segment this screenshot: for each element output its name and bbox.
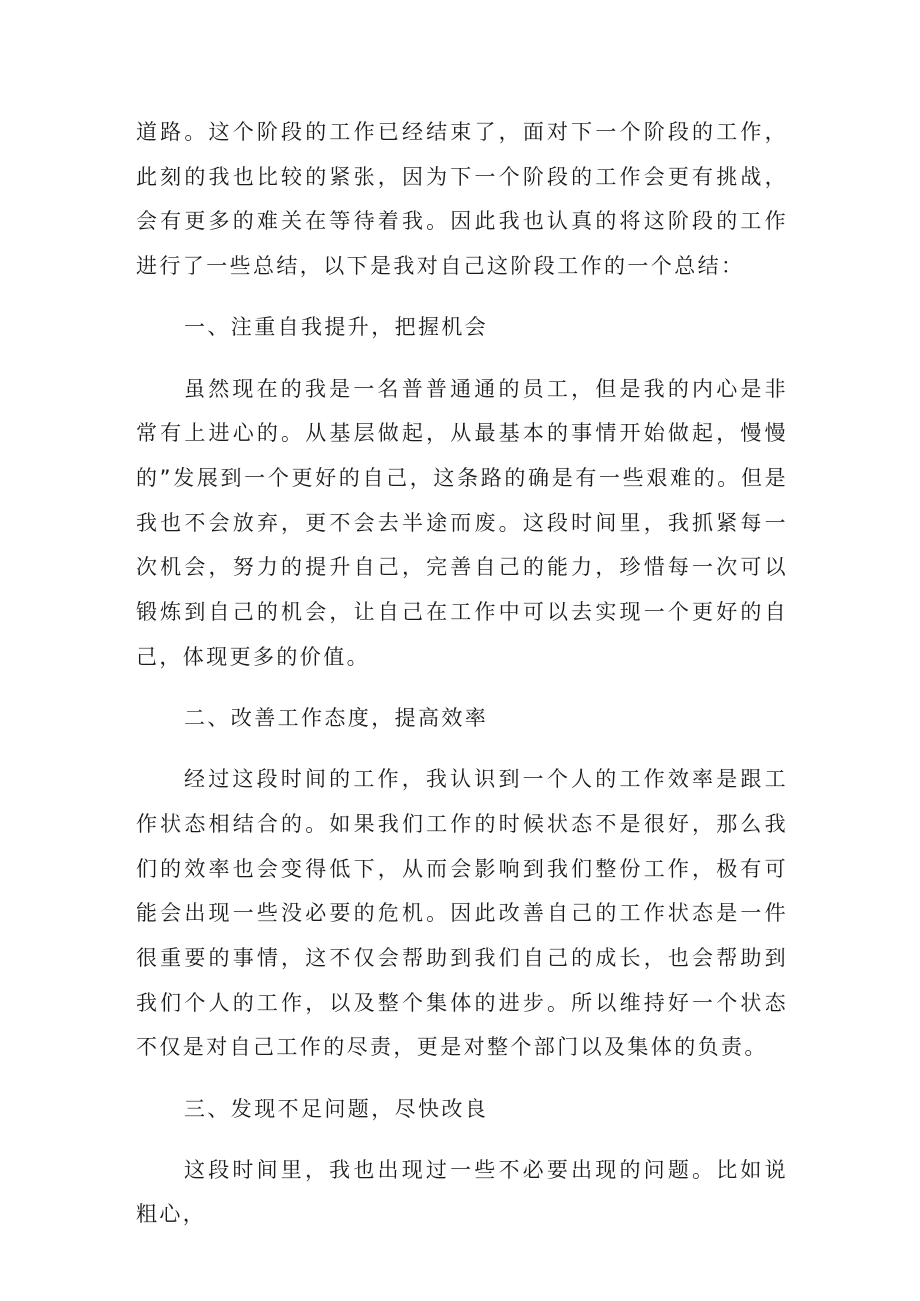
paragraph-section-2: 经过这段时间的工作，我认识到一个人的工作效率是跟工作状态相结合的。如果我们工作的时候状态不是很好，那么我们的效率也会变得低下，从而会影响到我们整份工作，极有可能会出现一些没必要的危机。因此改善自己的工作状态是一件很重要的事情，这不仅会帮助到我们自己的成长，也会帮助到我们个人的工作，以及整个集体的进步。所以维持好一个状态不仅是对自己工作的尽责，更是对整个部门以及集体的负责。 — [136, 767, 788, 1060]
paragraph-section-1: 虽然现在的我是一名普普通通的员工，但是我的内心是非常有上进心的。从基层做起，从最基本的事情开始做起，慢慢的”发展到一个更好的自己，这条路的确是有一些艰难的。但是我也不会放弃，更不会去半途而废。这段时间里，我抓紧每一次机会，努力的提升自己，完善自己的能力，珍惜每一次可以锻炼到自己的机会，让自己在工作中可以去实现一个更好的自己，体现更多的价值。 — [136, 376, 788, 669]
paragraph-section-3: 这段时间里，我也出现过一些不必要出现的问题。比如说粗心， — [136, 1157, 788, 1227]
section-heading-1: 一、注重自我提升，把握机会 — [184, 315, 489, 340]
document-body — [136, 110, 788, 1254]
section-heading-2: 二、改善工作态度，提高效率 — [184, 705, 489, 730]
section-heading-3: 三、发现不足问题，尽快改良 — [184, 1096, 489, 1121]
paragraph-intro: 道路。这个阶段的工作已经结束了，面对下一个阶段的工作，此刻的我也比较的紧张，因为下一个阶段的工作会更有挑战，会有更多的难关在等待着我。因此我也认真的将这阶段的工作进行了一些总结，以下是我对自己这阶段工作的一个总结： — [136, 120, 788, 279]
